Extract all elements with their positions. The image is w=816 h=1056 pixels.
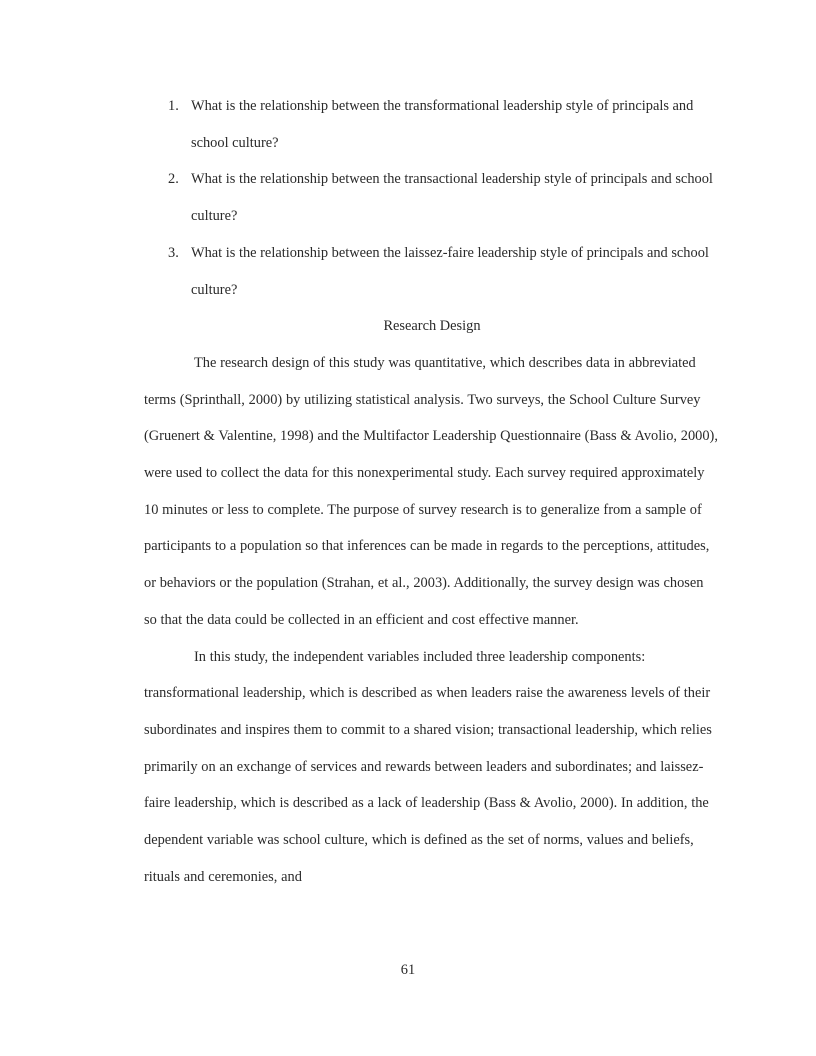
page-content	[144, 88, 716, 895]
research-question-number: 1.	[168, 98, 179, 114]
research-question-item	[144, 161, 716, 234]
research-question-item	[144, 88, 716, 161]
body-paragraph: The research design of this study was quantitative, which describes data in abbreviated terms (Sprinthall, 2000) by utilizing statistical analysis. Two surveys, the School Culture Survey (Gruenert & Valentine, 1998) and the Multifactor Leadership Questionnaire (Bass & Avolio, 2000), were used to collect the data for this nonexperimental study. Each survey required approximately 10 minutes or less to complete. The purpose of survey research is to generalize from a sample of participants to a population so that inferences can be made in regards to the perceptions, attitudes, or behaviors or the population (Strahan, et al., 2003). Additionally, the survey design was chosen so that the data could be collected in an efficient and cost effective manner.	[144, 354, 718, 628]
page-number: 61	[400, 962, 416, 978]
research-questions-list	[144, 88, 716, 308]
research-question-item	[144, 235, 716, 308]
body-paragraph: In this study, the independent variables included three leadership components: transformational leadership, which is described as when leaders raise the awareness levels of their subordinates and inspires them to commit to a shared vision; transactional leadership, which relies primarily on an exchange of services and rewards between leaders and subordinates; and laissez-faire leadership, which is described as a lack of leadership (Bass & Avolio, 2000). In addition, the dependent variable was school culture, which is defined as the set of norms, values and beliefs, rituals and ceremonies, and	[144, 648, 712, 885]
research-question-text: What is the relationship between the transactional leadership style of principals and school culture?	[191, 171, 713, 225]
research-question-number: 2.	[168, 171, 179, 188]
section-heading: Research Design	[383, 318, 481, 335]
research-question-number: 3.	[168, 244, 179, 261]
research-question-text: What is the relationship between the transformational leadership style of principals and school culture?	[191, 98, 694, 151]
research-question-text: What is the relationship between the laissez-faire leadership style of principals and school culture?	[191, 244, 709, 298]
